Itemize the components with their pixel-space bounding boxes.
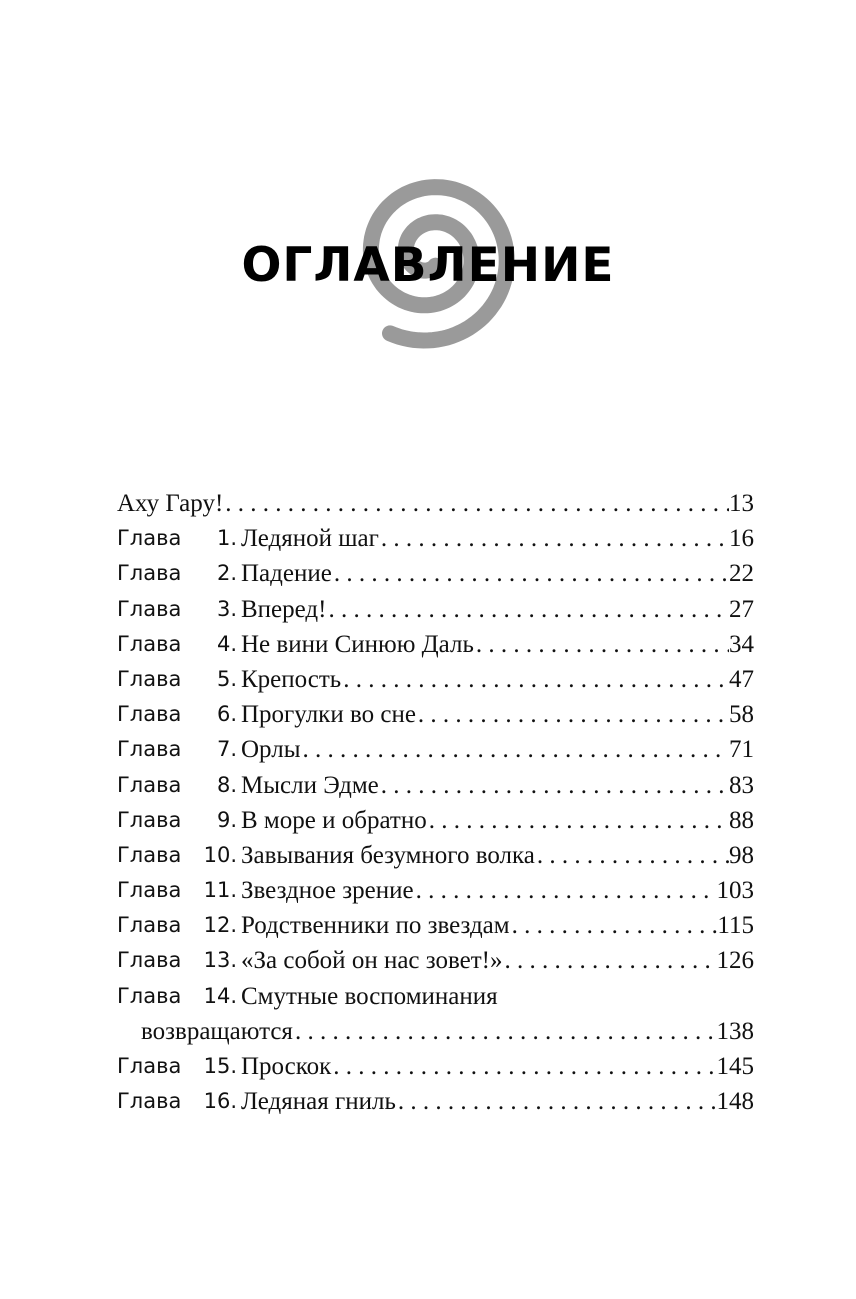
toc-title: Родственники по звездам (241, 912, 510, 940)
chapter-word: Глава (117, 596, 182, 621)
chapter-number: 6. (216, 702, 237, 727)
chapter-word: Глава (117, 1089, 182, 1114)
toc-leader-dots (503, 943, 717, 978)
toc-leader-dots (341, 662, 729, 697)
toc-page-number: 47 (729, 665, 754, 693)
toc-title: Прогулки во сне (241, 701, 416, 729)
chapter-number: 13. (203, 948, 237, 973)
chapter-word: Глава (117, 842, 182, 867)
chapter-word: Глава (117, 878, 182, 903)
chapter-number: 11. (203, 878, 237, 903)
chapter-number: 1. (216, 526, 237, 551)
toc-leader-dots (427, 803, 729, 838)
toc-page-number: 115 (717, 912, 754, 940)
toc-page-number: 27 (729, 595, 754, 623)
chapter-number: 12. (203, 913, 237, 938)
toc-entry-chapter[interactable] (117, 908, 754, 943)
toc-page-number: 16 (729, 525, 754, 553)
toc-title: Завывания безумного волка (241, 841, 535, 869)
chapter-word: Глава (117, 561, 182, 586)
toc-leader-dots (379, 768, 729, 803)
toc-entry-chapter[interactable] (117, 873, 754, 908)
toc-title: Ледяная гниль (241, 1088, 396, 1116)
chapter-word: Глава (117, 913, 182, 938)
toc-entry-prologue[interactable] (117, 486, 754, 521)
chapter-number: 7. (216, 737, 237, 762)
toc-page-number: 148 (716, 1088, 754, 1116)
toc-leader-dots (326, 592, 729, 627)
toc-leader-dots (396, 1084, 717, 1119)
toc-entry-chapter[interactable] (117, 1049, 754, 1084)
toc-page-number: 145 (716, 1053, 754, 1081)
toc-title: Вперед! (241, 595, 327, 623)
toc-title: Крепость (241, 665, 342, 693)
toc-leader-dots (301, 732, 730, 767)
toc-entry-chapter[interactable] (117, 697, 754, 732)
chapter-word: Глава (117, 983, 182, 1008)
toc-entry-chapter[interactable] (117, 521, 754, 556)
chapter-word: Глава (117, 1054, 182, 1079)
toc-title: Проскок (241, 1053, 332, 1081)
toc-leader-dots (510, 908, 718, 943)
toc-entry-chapter[interactable] (117, 803, 754, 838)
toc-page-number: 13 (729, 490, 754, 517)
chapter-word: Глава (117, 737, 182, 762)
toc-page-number: 138 (716, 1017, 754, 1045)
chapter-number: 9. (216, 807, 237, 832)
toc-page-number: 103 (716, 877, 754, 905)
toc-entry-chapter[interactable] (117, 768, 754, 803)
toc-title: «За собой он нас зовет!» (241, 947, 503, 975)
toc-page-number: 22 (729, 560, 754, 588)
toc-leader-dots (332, 556, 729, 591)
chapter-word: Глава (117, 702, 182, 727)
toc-leader-dots (331, 1049, 716, 1084)
toc-page-number: 126 (716, 947, 754, 975)
chapter-number: 3. (216, 596, 237, 621)
toc-entry-chapter[interactable] (117, 662, 754, 697)
toc-leader-dots (293, 1014, 717, 1049)
chapter-number: 15. (203, 1054, 237, 1079)
chapter-word: Глава (117, 772, 182, 797)
toc-entry-chapter[interactable] (117, 556, 754, 591)
toc-entry-chapter[interactable] (117, 838, 754, 873)
toc-title: Падение (241, 560, 332, 588)
toc-leader-dots (223, 486, 729, 521)
toc-title: В море и обратно (241, 806, 427, 834)
toc-leader-dots (535, 838, 729, 873)
toc-title: Ледяной шаг (241, 525, 379, 553)
chapter-word: Глава (117, 526, 182, 551)
page-title: ОГЛАВЛЕНИЕ (241, 238, 615, 293)
toc-entry-chapter[interactable] (117, 592, 754, 627)
toc-title: Аху Гару! (117, 490, 224, 517)
chapter-word: Глава (117, 948, 182, 973)
toc-leader-dots (379, 521, 729, 556)
chapter-word: Глава (117, 631, 182, 656)
toc-title: Смутные воспоминания (241, 982, 498, 1010)
chapter-number: 5. (216, 666, 237, 691)
toc-leader-dots (474, 627, 729, 662)
toc-entry-chapter[interactable] (117, 732, 754, 767)
toc-page-number: 83 (729, 771, 754, 799)
chapter-word: Глава (117, 666, 182, 691)
chapter-number: 8. (216, 772, 237, 797)
chapter-number: 16. (203, 1089, 237, 1114)
chapter-number: 4. (216, 631, 237, 656)
toc-entry-chapter[interactable] (117, 943, 754, 978)
toc-title: Звездное зрение (241, 877, 414, 905)
toc-title: Мысли Эдме (241, 771, 379, 799)
toc-entry-chapter[interactable] (117, 979, 754, 1049)
chapter-word: Глава (117, 807, 182, 832)
toc-entry-chapter[interactable] (117, 627, 754, 662)
toc-page-number: 58 (729, 701, 754, 729)
toc-page-number: 71 (729, 736, 754, 764)
toc-page-number: 34 (729, 630, 754, 658)
toc-leader-dots (416, 697, 729, 732)
toc-title: Не вини Синюю Даль (241, 630, 474, 658)
toc-page-number: 98 (729, 841, 754, 869)
chapter-number: 14. (203, 983, 237, 1008)
toc-leader-dots (414, 873, 717, 908)
toc-entry-chapter[interactable] (117, 1084, 754, 1119)
toc-title-continuation: возвращаются (141, 1017, 293, 1045)
table-of-contents (117, 486, 754, 1119)
toc-page-number: 88 (729, 806, 754, 834)
chapter-number: 2. (216, 561, 237, 586)
toc-title: Орлы (241, 736, 301, 764)
chapter-number: 10. (203, 842, 237, 867)
